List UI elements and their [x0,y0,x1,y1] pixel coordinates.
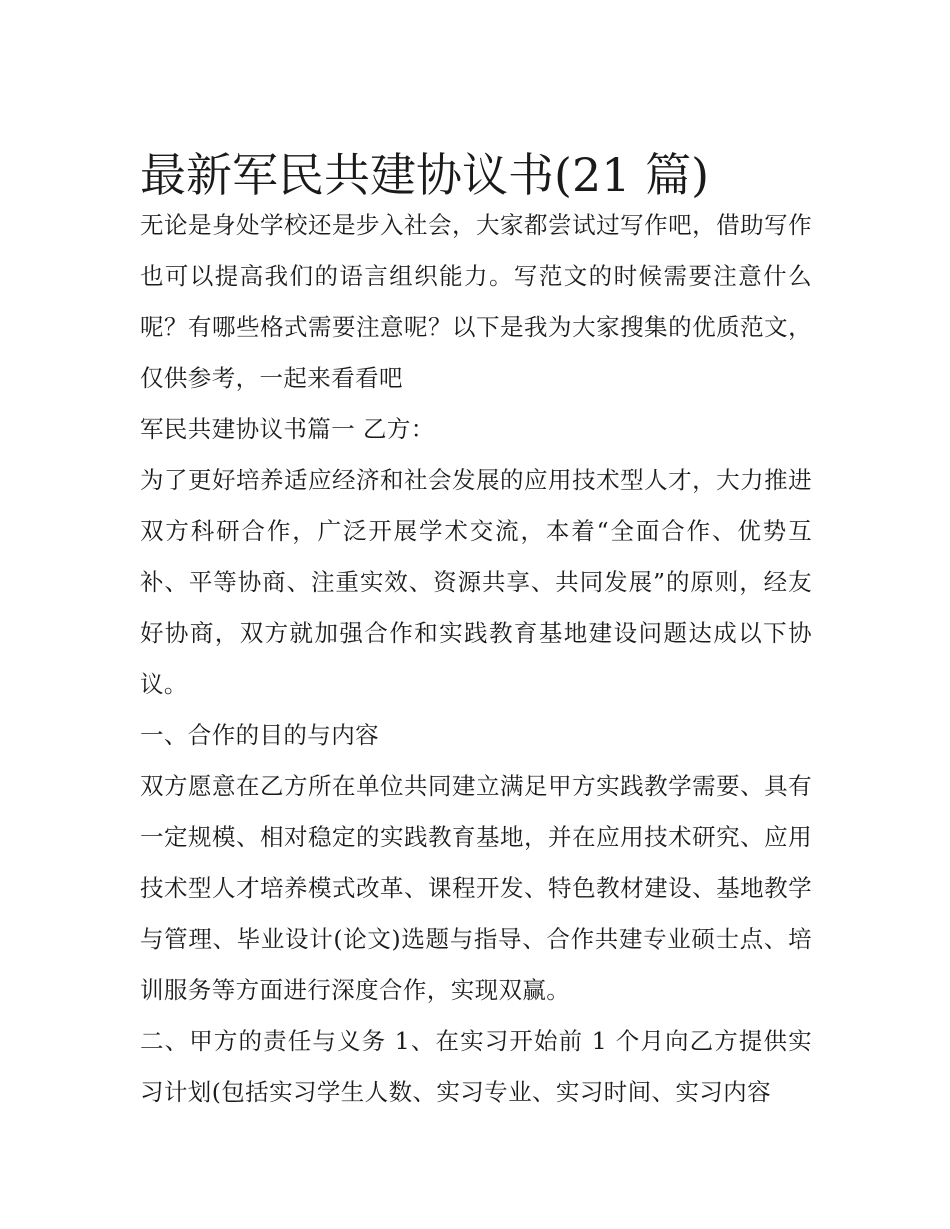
section-heading-cooperation: 一、合作的目的与内容 [140,721,379,749]
purpose-paragraph: 为了更好培养适应经济和社会发展的应用技术型人才，大力推进双方科研合作，广泛开展学术交流，本着“全面合作、优势互补、平等协商、注重实效、资源共享、共同发展”的原则，经友好协商，双方就加强合作和实践教育基地建设问题达成以下协议。 [140,466,812,698]
section-heading-part-one: 军民共建协议书篇一 乙方： [140,415,435,443]
intro-paragraph: 无论是身处学校还是步入社会，大家都尝试过写作吧，借助写作也可以提高我们的语言组织能力。写范文的时候需要注意什么呢？有哪些格式需要注意呢？以下是我为大家搜集的优质范文，仅供参考，一起来看看吧 [140,211,812,392]
party-a-duties-paragraph: 二、甲方的责任与义务 1、在实习开始前 1 个月向乙方提供实习计划(包括实习学生人数、实习专业、实习时间、实习内容 [140,1027,812,1106]
document-body [140,200,812,1118]
cooperation-paragraph: 双方愿意在乙方所在单位共同建立满足甲方实践教学需要、具有一定规模、相对稳定的实践教育基地，并在应用技术研究、应用技术型人才培养模式改革、课程开发、特色教材建设、基地教学与管理、毕业设计(论文)选题与指导、合作共建专业硕士点、培训服务等方面进行深度合作，实现双赢。 [140,772,812,1004]
document-title: 最新军民共建协议书(21 篇) [140,147,710,202]
